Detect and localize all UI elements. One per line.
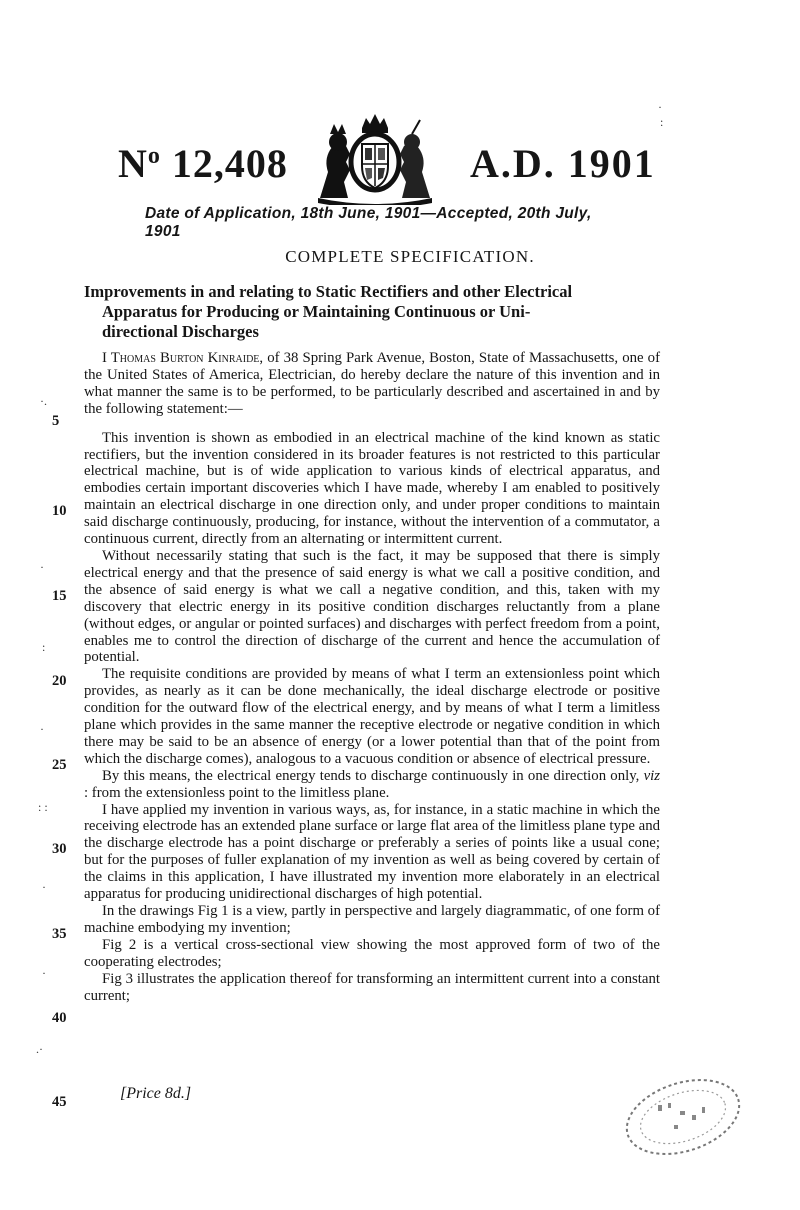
paragraph: In the drawings Fig 1 is a view, partly in perspective and largely diagrammatic, of one form of machine embodying my invention;: [84, 903, 661, 936]
paragraph: The requisite conditions are provided by means of what I term an extensionless point which provides, as nearly as it can be done mechanically, the ideal discharge electrode or positive condition for the outward flow of the electrical energy, and by means of what I term a limitless plane which provides in the same manner the receptive electrode or negative condition in which there may be said to be an absence of energy (or a lower potential than that of the point from which the discharge comes), analogous to a vacuous condition or absence of electrical pressure.: [84, 666, 660, 767]
paragraph: This invention is shown as embodied in an electrical machine of the kind known as static rectifiers, but the invention considered in its broader features is not restricted to this particular electrical machine, but is of wide application to various kinds of electrical apparatus, and embodies certain important discoveries which I have made, whereby I am enabled to positively maintain an electrical discharge in one direction only, and under proper conditions to maintain said discharge continuously, producing, for instance, without the intervention of a commutator, a continuous current, directly from an alternating or intermittent current.: [84, 429, 660, 548]
price-label: [Price 8d.]: [120, 1085, 192, 1102]
library-stamp-icon: [618, 1075, 748, 1160]
scan-speck: ·: [658, 100, 662, 114]
scan-speck: .·: [36, 1042, 43, 1056]
paragraph: I have applied my invention in various ways, as, for instance, in a static machine in which the receiving electrode has an extended plane surface or large flat area of the limitless plane type and the discharge electrode has a point discharge or preferably a series of points like a usual cone; but for the purposes of fuller explanation of my invention as well as being covered by certain of the claims in this application, I have illustrated my invention more elaborately in an electrical apparatus for producing unidirectional discharges of high potential.: [84, 801, 660, 903]
invention-title: [84, 282, 684, 342]
scan-speck: :: [660, 115, 664, 129]
line-number: 5: [52, 413, 60, 429]
royal-coat-of-arms-icon: [300, 110, 450, 205]
scan-speck: : :: [38, 800, 48, 814]
patent-number: $N^o$ 12,408: [118, 141, 288, 186]
paragraph: Without necessarily stating that such is the fact, it may be supposed that there is simply electrical energy and that the presence of said energy is what we call a positive condition, and the absence of said energy is what we call a negative condition, and this, taken with my discovery that electric energy in its positive condition discharges reluctantly from a plane (without edges, or angular or pointed surfaces) and discharges with perfect freedom from a point, enables me to control the direction of discharge of the current and hence the accumulation of potential.: [84, 547, 660, 666]
line-number: 45: [52, 1094, 67, 1110]
line-number: 35: [52, 926, 67, 942]
scan-speck: ·: [42, 880, 46, 894]
line-number: 30: [52, 841, 67, 857]
line-number: 20: [52, 673, 67, 689]
title-line-1: Improvements in and relating to Static Rectifiers and other Electrical: [84, 282, 573, 301]
line-number: 40: [52, 1010, 67, 1026]
application-date-line: Date of Application, 18th June, 1901—Accepted, 20th July, 1901: [145, 205, 592, 240]
patent-header: [0, 110, 800, 210]
specification-heading: COMPLETE SPECIFICATION.: [285, 247, 535, 266]
paragraph: Fig 2 is a vertical cross-sectional view showing the most approved form of two of the cooperating electrodes;: [84, 936, 660, 970]
title-line-2: Apparatus for Producing or Maintaining Continuous or Uni-: [102, 302, 531, 321]
paragraph: By this means, the electrical energy tends to discharge continuously in one direction only, viz : from the extensionless point to the limitless plane.: [84, 767, 660, 801]
scan-speck: :: [42, 640, 46, 654]
paragraph-inventor: I Thomas Burton Kinraide, of 38 Spring Park Avenue, Boston, State of Massachusetts, one of the United States of America, Electrician, do hereby declare the nature of this invention and in what manner the same is to be performed, to be particularly described and ascertained in and by the following statement:—: [84, 350, 660, 417]
scan-speck: ·.: [40, 394, 47, 408]
title-line-3: directional Discharges: [102, 322, 259, 341]
scan-speck: ·: [42, 966, 46, 980]
line-number: 15: [52, 588, 67, 604]
line-number: 25: [52, 757, 67, 773]
paragraph: Fig 3 illustrates the application thereof for transforming an intermittent current into a constant current;: [84, 970, 660, 1004]
scan-speck: ·: [40, 722, 44, 736]
patent-year: A.D. 1901: [470, 141, 656, 186]
line-number: 10: [52, 503, 67, 519]
specification-body: [84, 350, 660, 1004]
inventor-name: I Thomas Burton Kinraide,: [102, 350, 264, 366]
scan-speck: ·: [40, 560, 44, 574]
